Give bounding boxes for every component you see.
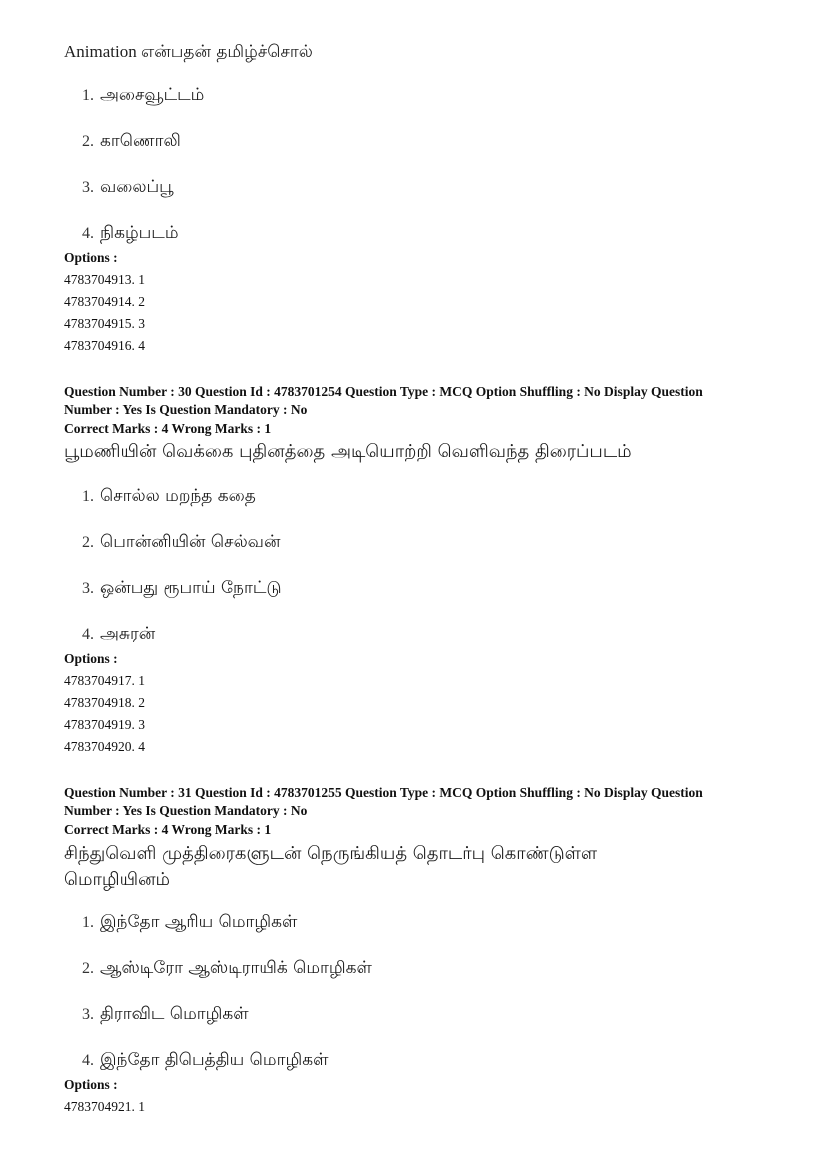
q30-meta-line2: Number : Yes Is Question Mandatory : No — [64, 402, 308, 417]
q31-choice-3 — [82, 1004, 249, 1026]
choice-text: ஒன்பது ரூபாய் நோட்டு — [100, 578, 282, 598]
choice-number: 1. — [82, 87, 94, 104]
q30-choice-1 — [82, 486, 256, 508]
q30-choice-4 — [82, 624, 155, 646]
choice-number: 3. — [82, 179, 94, 196]
choice-number: 3. — [82, 1006, 94, 1023]
q31-question-line1: சிந்துவெளி முத்திரைகளுடன் நெருங்கியத் தொடர்பு கொண்டுள்ள — [64, 843, 598, 864]
choice-number: 2. — [82, 960, 94, 977]
q29-choice-4 — [82, 223, 179, 245]
q31-meta-line1: Question Number : 31 Question Id : 4783701255 Question Type : MCQ Option Shuffling : No Display Question — [64, 785, 703, 800]
q30-choice-2 — [82, 532, 280, 554]
choice-text: திராவிட மொழிகள் — [100, 1004, 249, 1024]
q29-title-prefix: Animation — [64, 42, 137, 61]
q31-options-label: Options : — [64, 1077, 118, 1092]
q29-choice-3 — [82, 177, 174, 199]
q30-meta-line1: Question Number : 30 Question Id : 4783701254 Question Type : MCQ Option Shuffling : No Display Question — [64, 384, 703, 399]
q30-question-text: பூமணியின் வெக்கை புதினத்தை அடியொற்றி வெளிவந்த திரைப்படம் — [64, 441, 632, 462]
choice-text: இந்தோ ஆரிய மொழிகள் — [100, 912, 298, 932]
q30-choice-3 — [82, 578, 282, 600]
choice-text: சொல்ல மறந்த கதை — [100, 486, 256, 506]
q29-options-label: Options : — [64, 250, 118, 265]
choice-number: 4. — [82, 626, 94, 643]
choice-number: 4. — [82, 1052, 94, 1069]
q30-options-label: Options : — [64, 651, 118, 666]
choice-text: அசுரன் — [100, 624, 156, 644]
q31-choice-1 — [82, 912, 297, 934]
q31-meta-line2: Number : Yes Is Question Mandatory : No — [64, 803, 308, 818]
q29-choice-2 — [82, 131, 181, 153]
q29-option-id-4: 4783704916. 4 — [64, 338, 145, 353]
choice-number: 2. — [82, 133, 94, 150]
q29-option-id-1: 4783704913. 1 — [64, 272, 145, 287]
choice-number: 2. — [82, 534, 94, 551]
q31-choice-4 — [82, 1050, 328, 1072]
choice-number: 1. — [82, 488, 94, 505]
q30-option-id-3: 4783704919. 3 — [64, 717, 145, 732]
q30-marks: Correct Marks : 4 Wrong Marks : 1 — [64, 421, 272, 436]
choice-number: 4. — [82, 225, 94, 242]
q29-option-id-2: 4783704914. 2 — [64, 294, 145, 309]
q31-marks: Correct Marks : 4 Wrong Marks : 1 — [64, 822, 272, 837]
q31-option-id-1: 4783704921. 1 — [64, 1099, 145, 1114]
q30-option-id-2: 4783704918. 2 — [64, 695, 145, 710]
q30-option-id-4: 4783704920. 4 — [64, 739, 145, 754]
choice-number: 3. — [82, 580, 94, 597]
choice-text: இந்தோ திபெத்திய மொழிகள் — [100, 1050, 329, 1070]
q29-choice-1 — [82, 85, 204, 107]
q29-title-tamil: என்பதன் தமிழ்ச்சொல் — [140, 42, 313, 62]
choice-text: ஆஸ்டிரோ ஆஸ்டிராயிக் மொழிகள் — [100, 958, 372, 978]
q29-option-id-3: 4783704915. 3 — [64, 316, 145, 331]
choice-number: 1. — [82, 914, 94, 931]
choice-text: அசைவூட்டம் — [100, 85, 205, 105]
q30-option-id-1: 4783704917. 1 — [64, 673, 145, 688]
choice-text: நிகழ்படம் — [100, 223, 179, 243]
choice-text: பொன்னியின் செல்வன் — [100, 532, 281, 552]
q29-title — [64, 42, 313, 64]
q31-choice-2 — [82, 958, 372, 980]
choice-text: வலைப்பூ — [100, 177, 174, 197]
q31-question-line2: மொழியினம் — [64, 869, 171, 890]
choice-text: காணொலி — [100, 131, 181, 151]
